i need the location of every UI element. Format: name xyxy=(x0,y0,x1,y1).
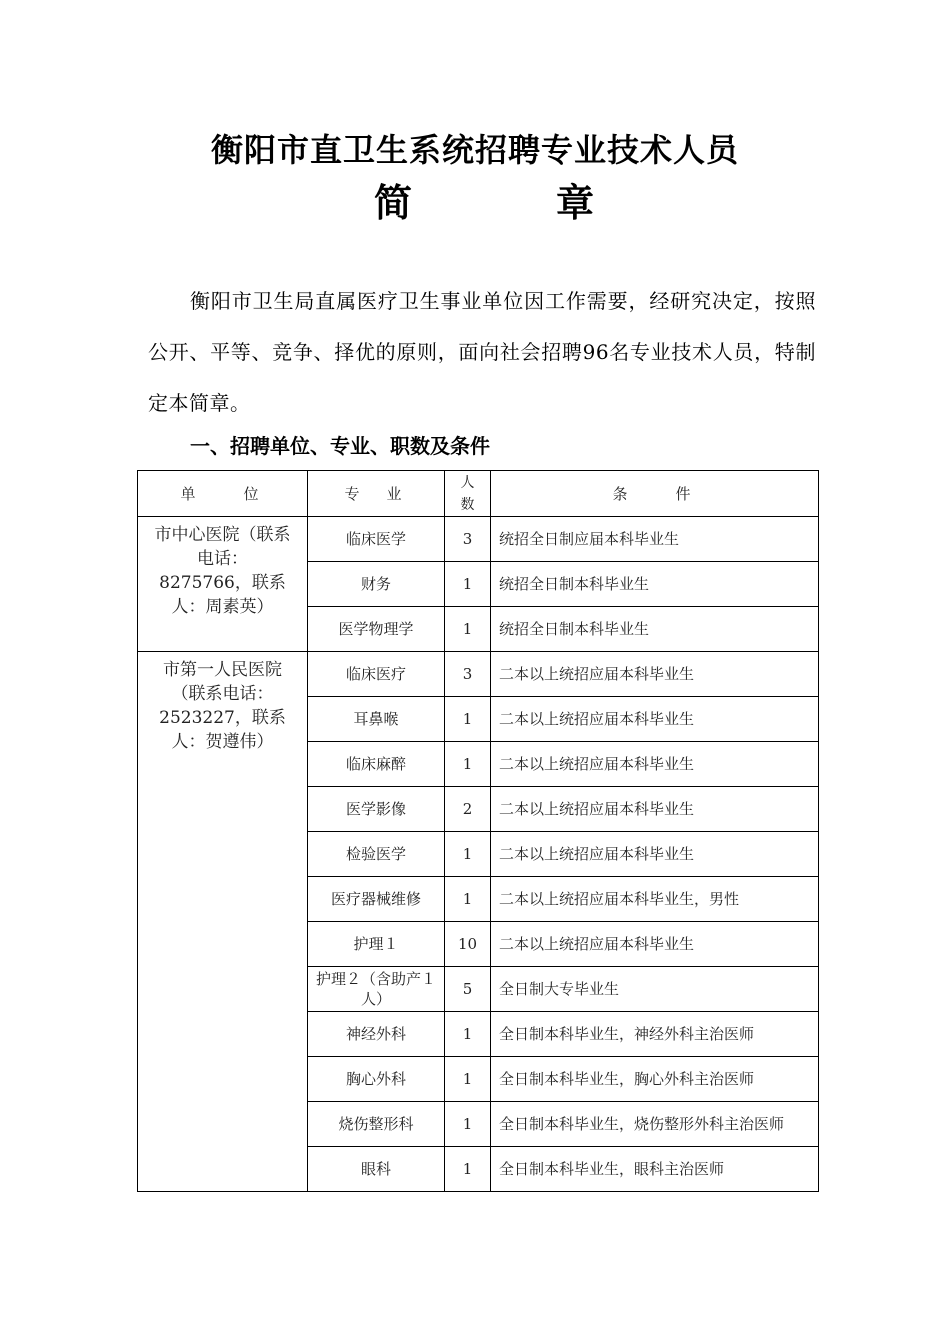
table-header-row xyxy=(138,471,819,517)
conditions-cell: 统招全日制本科毕业生 xyxy=(491,607,819,652)
count-cell: 1 xyxy=(445,1147,491,1192)
conditions-cell: 全日制本科毕业生，神经外科主治医师 xyxy=(491,1012,819,1057)
conditions-cell: 全日制本科毕业生，眼科主治医师 xyxy=(491,1147,819,1192)
count-cell: 1 xyxy=(445,877,491,922)
count-cell: 1 xyxy=(445,832,491,877)
major-cell: 临床医疗 xyxy=(308,652,445,697)
count-cell: 1 xyxy=(445,607,491,652)
unit-cell xyxy=(138,517,308,652)
major-cell: 眼科 xyxy=(308,1147,445,1192)
count-cell: 2 xyxy=(445,787,491,832)
count-cell: 3 xyxy=(445,517,491,562)
subtitle-char-right: 章 xyxy=(555,181,594,225)
page-title: 衡阳市直卫生系统招聘专业技术人员 xyxy=(210,131,739,169)
major-cell: 神经外科 xyxy=(308,1012,445,1057)
count-cell: 3 xyxy=(445,652,491,697)
major-cell: 护理２（含助产１人） xyxy=(308,967,445,1012)
count-cell: 10 xyxy=(445,922,491,967)
header-major: 专 业 xyxy=(308,471,445,517)
major-cell: 胸心外科 xyxy=(308,1057,445,1102)
conditions-cell: 二本以上统招应届本科毕业生 xyxy=(491,742,819,787)
major-cell: 财务 xyxy=(308,562,445,607)
conditions-cell: 全日制本科毕业生，胸心外科主治医师 xyxy=(491,1057,819,1102)
conditions-cell: 统招全日制本科毕业生 xyxy=(491,562,819,607)
unit-name: 市中心医院（联系电话：8275766，联系人：周素英） xyxy=(154,525,291,617)
count-cell: 1 xyxy=(445,1012,491,1057)
conditions-cell: 二本以上统招应届本科毕业生 xyxy=(491,922,819,967)
section-heading: 一、招聘单位、专业、职数及条件 xyxy=(190,434,490,458)
major-cell: 检验医学 xyxy=(308,832,445,877)
conditions-cell: 全日制本科毕业生，烧伤整形外科主治医师 xyxy=(491,1102,819,1147)
subtitle-char-left: 简 xyxy=(374,181,413,225)
count-cell: 1 xyxy=(445,1102,491,1147)
header-count: 人数 xyxy=(445,471,491,517)
count-cell: 5 xyxy=(445,967,491,1012)
major-cell: 护理１ xyxy=(308,922,445,967)
page-subtitle xyxy=(374,178,594,228)
unit-cell xyxy=(138,652,308,1192)
conditions-cell: 二本以上统招应届本科毕业生 xyxy=(491,697,819,742)
major-cell: 医疗器械维修 xyxy=(308,877,445,922)
intro-paragraph: 衡阳市卫生局直属医疗卫生事业单位因工作需要，经研究决定，按照公开、平等、竞争、择优的原则，面向社会招聘96名专业技术人员，特制定本简章。 xyxy=(148,289,816,415)
header-conditions: 条 件 xyxy=(491,471,819,517)
header-unit: 单 位 xyxy=(138,471,308,517)
count-cell: 1 xyxy=(445,562,491,607)
conditions-cell: 二本以上统招应届本科毕业生，男性 xyxy=(491,877,819,922)
conditions-cell: 二本以上统招应届本科毕业生 xyxy=(491,652,819,697)
major-cell: 医学物理学 xyxy=(308,607,445,652)
major-cell: 临床医学 xyxy=(308,517,445,562)
conditions-cell: 二本以上统招应届本科毕业生 xyxy=(491,787,819,832)
major-cell: 临床麻醉 xyxy=(308,742,445,787)
count-cell: 1 xyxy=(445,697,491,742)
major-cell: 医学影像 xyxy=(308,787,445,832)
major-cell: 烧伤整形科 xyxy=(308,1102,445,1147)
count-cell: 1 xyxy=(445,1057,491,1102)
major-cell: 耳鼻喉 xyxy=(308,697,445,742)
conditions-cell: 统招全日制应届本科毕业生 xyxy=(491,517,819,562)
conditions-cell: 全日制大专毕业生 xyxy=(491,967,819,1012)
table-row xyxy=(138,652,819,697)
conditions-cell: 二本以上统招应届本科毕业生 xyxy=(491,832,819,877)
recruitment-table xyxy=(137,470,819,1192)
table-row xyxy=(138,517,819,562)
table-body xyxy=(138,517,819,1192)
count-cell: 1 xyxy=(445,742,491,787)
unit-name: 市第一人民医院（联系电话：2523227，联系人：贺遵伟） xyxy=(159,660,286,752)
